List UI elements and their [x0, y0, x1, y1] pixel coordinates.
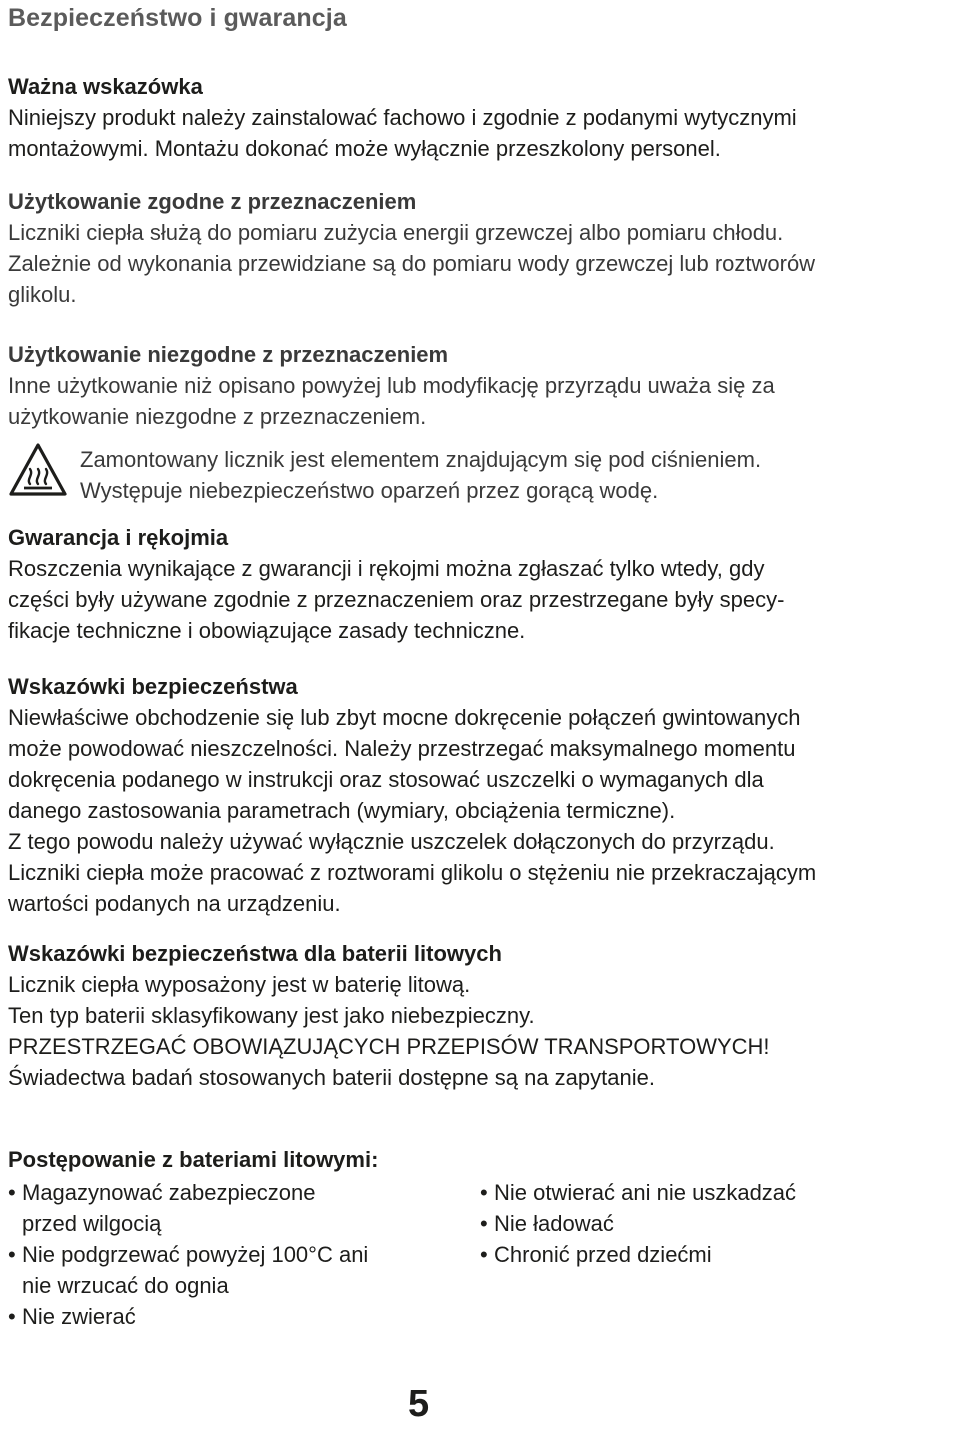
section-safety-notes — [8, 671, 958, 919]
section-heading: Użytkowanie zgodne z przeznaczeniem — [8, 189, 417, 214]
paragraph-line: Licznik ciepła wyposażony jest w baterię litową. — [8, 972, 471, 997]
paragraph-line: Niewłaściwe obchodzenie się lub zbyt mocne dokręcenie połączeń gwintowanych — [8, 705, 801, 730]
list-item — [480, 1239, 950, 1270]
paragraph-line: Ten typ baterii sklasyfikowany jest jako niebezpieczny. — [8, 1003, 535, 1028]
paragraph-line: Roszczenia wynikające z gwarancji i rękojmi można zgłaszać tylko wtedy, gdy — [8, 556, 765, 581]
section-intended-use — [8, 186, 958, 310]
list-item-text: przed wilgocią — [22, 1211, 162, 1236]
paragraph-line: Liczniki ciepła może pracować z roztworami glikolu o stężeniu nie przekraczającym — [8, 860, 817, 885]
section-heading: Wskazówki bezpieczeństwa — [8, 674, 298, 699]
list-item — [8, 1239, 468, 1301]
page-number: 5 — [408, 1383, 430, 1425]
list-column-right — [480, 1177, 950, 1270]
paragraph-line: PRZESTRZEGAĆ OBOWIĄZUJĄCYCH PRZEPISÓW TRANSPORTOWYCH! — [8, 1034, 770, 1059]
list-item — [8, 1301, 468, 1332]
list-column-left — [8, 1177, 468, 1332]
warning-line: Zamontowany licznik jest elementem znajdującym się pod ciśnieniem. — [80, 447, 762, 472]
list-item — [480, 1208, 950, 1239]
list-item-text: Magazynować zabezpieczone — [22, 1180, 316, 1205]
list-item-text: Nie otwierać ani nie uszkadzać — [494, 1180, 797, 1205]
section-improper-use — [8, 339, 958, 432]
paragraph-line: użytkowanie niezgodne z przeznaczeniem. — [8, 404, 427, 429]
list-item — [8, 1177, 468, 1239]
section-heading: Ważna wskazówka — [8, 74, 203, 99]
paragraph-line: glikolu. — [8, 282, 77, 307]
list-item-text: Chronić przed dziećmi — [494, 1242, 712, 1267]
paragraph-line: może powodować nieszczelności. Należy przestrzegać maksymalnego momentu — [8, 736, 796, 761]
section-important-note — [8, 71, 958, 164]
paragraph-line: montażowymi. Montażu dokonać może wyłącznie przeszkolony personel. — [8, 136, 721, 161]
paragraph-line: wartości podanych na urządzeniu. — [8, 891, 341, 916]
hot-surface-warning-icon — [8, 442, 68, 498]
section-heading: Użytkowanie niezgodne z przeznaczeniem — [8, 342, 449, 367]
warning-line: Występuje niebezpieczeństwo oparzeń przez gorącą wodę. — [80, 478, 659, 503]
bullet: • — [480, 1211, 488, 1236]
bullet: • — [480, 1180, 488, 1205]
bullet: • — [480, 1242, 488, 1267]
paragraph-line: fikacje techniczne i obowiązujące zasady techniczne. — [8, 618, 526, 643]
bullet: • — [8, 1304, 16, 1329]
paragraph-line: Z tego powodu należy używać wyłącznie uszczelek dołączonych do przyrządu. — [8, 829, 775, 854]
page-title: Bezpieczeństwo i gwarancja — [8, 4, 347, 32]
paragraph-line: Liczniki ciepła służą do pomiaru zużycia energii grzewczej albo pomiaru chłodu. — [8, 220, 784, 245]
section-battery-handling — [8, 1144, 958, 1175]
list-item-text: Nie ładować — [494, 1211, 614, 1236]
bullet: • — [8, 1242, 16, 1267]
list-item-text: Nie podgrzewać powyżej 100°C ani — [22, 1242, 369, 1267]
section-heading: Gwarancja i rękojmia — [8, 525, 229, 550]
section-heading: Wskazówki bezpieczeństwa dla baterii litowych — [8, 941, 502, 966]
section-warranty — [8, 522, 958, 646]
paragraph-line: danego zastosowania parametrach (wymiary, obciążenia termiczne). — [8, 798, 676, 823]
paragraph-line: dokręcenia podanego w instrukcji oraz stosować uszczelki o wymaganych dla — [8, 767, 764, 792]
paragraph-line: Zależnie od wykonania przewidziane są do pomiaru wody grzewczej lub roztworów — [8, 251, 816, 276]
list-item — [480, 1177, 950, 1208]
paragraph-line: Inne użytkowanie niż opisano powyżej lub modyfikację przyrządu uważa się za — [8, 373, 775, 398]
list-item-text: nie wrzucać do ognia — [22, 1273, 229, 1298]
paragraph-line: Niniejszy produkt należy zainstalować fachowo i zgodnie z podanymi wytycznymi — [8, 105, 797, 130]
section-lithium-battery-safety — [8, 938, 958, 1093]
bullet: • — [8, 1180, 16, 1205]
section-heading: Postępowanie z bateriami litowymi: — [8, 1147, 379, 1172]
list-item-text: Nie zwierać — [22, 1304, 136, 1329]
paragraph-line: części były używane zgodnie z przeznaczeniem oraz przestrzegane były specy- — [8, 587, 785, 612]
paragraph-line: Świadectwa badań stosowanych baterii dostępne są na zapytanie. — [8, 1065, 655, 1090]
